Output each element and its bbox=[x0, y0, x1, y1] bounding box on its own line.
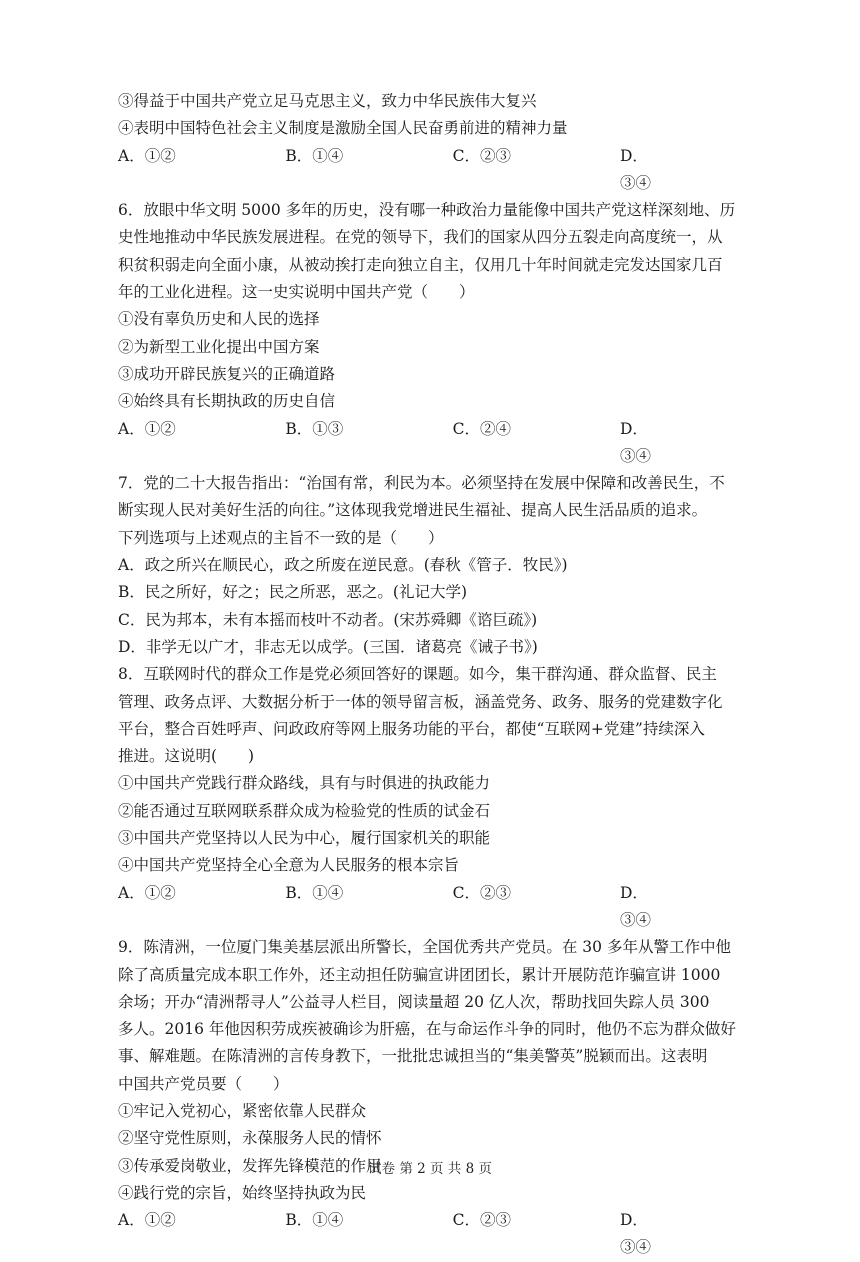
q5-statement-3: ③得益于中国共产党立足马克思主义，致力中华民族伟大复兴 bbox=[118, 92, 537, 110]
q9-choice-c: C．②③ bbox=[452, 1211, 512, 1230]
q6-stem-line: 积贫积弱走向全面小康，从被动挨打走向独立自主，仅用几十年时间就走完发达国家几百 bbox=[118, 255, 723, 274]
q9-statement-2: ②坚守党性原则，永葆服务人民的情怀 bbox=[118, 1129, 382, 1148]
q8-statement-4: ④中国共产党坚持全心全意为人民服务的根本宗旨 bbox=[118, 856, 460, 875]
q7-stem-line: 7．党的二十大报告指出：“治国有常，利民为本。必须坚持在发展中保障和改善民生，不 bbox=[118, 474, 725, 493]
exam-page-content bbox=[118, 88, 778, 1262]
q8-stem-line: 平台，整合百姓呼声、问政政府等网上服务功能的平台，都使“互联网+党建”持续深入 bbox=[118, 719, 705, 738]
q9-choice-d: D．③④ bbox=[619, 1211, 651, 1257]
q7-option-d: D．非学无以广才，非志无以成学。(三国．诸葛亮《诫子书》) bbox=[118, 637, 538, 656]
q6-choice-d: D．③④ bbox=[619, 419, 651, 465]
q6-choices bbox=[118, 416, 678, 471]
q9-choice-b: B．①④ bbox=[285, 1211, 344, 1230]
q6-choice-a: A．①② bbox=[118, 419, 176, 438]
question-9 bbox=[118, 934, 778, 1262]
q5-choice-b: B．①④ bbox=[285, 146, 344, 165]
q6-statement-3: ③成功开辟民族复兴的正确道路 bbox=[118, 364, 336, 383]
question-7 bbox=[118, 470, 778, 661]
q7-stem-line: 下列选项与上述观点的主旨不一致的是（ ） bbox=[118, 528, 444, 547]
q6-stem-line: 史性地推动中华民族发展进程。在党的领导下，我们的国家从四分五裂走向高度统一，从 bbox=[118, 228, 723, 247]
q9-choice-a: A．①② bbox=[118, 1211, 176, 1230]
q5-choice-c: C．②③ bbox=[452, 146, 512, 165]
q8-choice-d: D．③④ bbox=[619, 883, 651, 929]
q5-choice-a: A．①② bbox=[118, 146, 176, 165]
q9-stem-line: 中国共产党员要（ ） bbox=[118, 1074, 289, 1093]
question-5-tail bbox=[118, 88, 778, 197]
q9-stem-line: 事、解难题。在陈清洲的言传身教下，一批批忠诚担当的“集美警英”脱颖而出。这表明 bbox=[118, 1047, 708, 1066]
question-6 bbox=[118, 197, 778, 470]
q9-choices bbox=[118, 1207, 678, 1262]
q9-statement-4: ④践行党的宗旨，始终坚持执政为民 bbox=[118, 1183, 367, 1202]
q9-statement-1: ①牢记入党初心，紧密依靠人民群众 bbox=[118, 1101, 367, 1120]
q9-stem-line: 多人。2016 年他因积劳成疾被确诊为肝癌，在与命运作斗争的同时，他仍不忘为群众做好 bbox=[118, 1020, 736, 1039]
q6-choice-b: B．①③ bbox=[285, 419, 344, 438]
q8-choice-a: A．①② bbox=[118, 883, 176, 902]
q8-choices bbox=[118, 880, 678, 935]
q5-choices bbox=[118, 143, 678, 198]
q9-statement-3: ③传承爱岗敬业，发挥先锋模范的作用 bbox=[118, 1156, 382, 1175]
q9-stem-line: 余场；开办“清洲帮寻人”公益寻人栏目，阅读量超 20 亿人次，帮助找回失踪人员 300 bbox=[118, 992, 710, 1011]
q6-statement-4: ④始终具有长期执政的历史自信 bbox=[118, 392, 336, 411]
q6-choice-c: C．②④ bbox=[452, 419, 512, 438]
q6-stem-line: 年的工业化进程。这一史实说明中国共产党（ ） bbox=[118, 283, 475, 302]
q8-statement-1: ①中国共产党践行群众路线，具有与时俱进的执政能力 bbox=[118, 774, 491, 793]
q8-statement-2: ②能否通过互联网联系群众成为检验党的性质的试金石 bbox=[118, 801, 491, 820]
q8-stem-line: 推进。这说明( ) bbox=[118, 747, 255, 766]
page-footer: 试卷 第 2 页 共 8 页 bbox=[368, 1161, 492, 1177]
q8-statement-3: ③中国共产党坚持以人民为中心，履行国家机关的职能 bbox=[118, 829, 491, 848]
q6-statement-1: ①没有辜负历史和人民的选择 bbox=[118, 310, 320, 329]
q9-stem-line: 9．陈清洲，一位厦门集美基层派出所警长，全国优秀共产党员。在 30 多年从警工作中他 bbox=[118, 938, 731, 957]
q7-stem-line: 断实现人民对美好生活的向往。”这体现我党增进民生福祉、提高人民生活品质的追求。 bbox=[118, 501, 708, 520]
q8-choice-b: B．①④ bbox=[285, 883, 344, 902]
q8-choice-c: C．②③ bbox=[452, 883, 512, 902]
q5-statement-4: ④表明中国特色社会主义制度是激励全国人民奋勇前进的精神力量 bbox=[118, 119, 568, 138]
q8-stem-line: 8．互联网时代的群众工作是党必须回答好的课题。如今，集干群沟通、群众监督、民主 bbox=[118, 665, 717, 684]
q7-option-b: B．民之所好，好之；民之所恶，恶之。(礼记大学) bbox=[118, 583, 467, 602]
q7-option-c: C．民为邦本，未有本摇而枝叶不动者。(宋苏舜卿《谘巨疏》) bbox=[118, 610, 538, 629]
q8-stem-line: 管理、政务点评、大数据分析于一体的领导留言板，涵盖党务、政务、服务的党建数字化 bbox=[118, 692, 723, 711]
q9-stem-line: 除了高质量完成本职工作外，还主动担任防骗宣讲团团长，累计开展防范诈骗宣讲 1000 bbox=[118, 965, 721, 984]
q5-choice-d: D．③④ bbox=[619, 146, 651, 192]
q6-stem-line: 6．放眼中华文明 5000 多年的历史，没有哪一种政治力量能像中国共产党这样深刻地、历 bbox=[118, 201, 736, 220]
q6-statement-2: ②为新型工业化提出中国方案 bbox=[118, 337, 320, 356]
question-8 bbox=[118, 661, 778, 934]
q7-option-a: A．政之所兴在顺民心，政之所废在逆民意。(春秋《管子．牧民》) bbox=[118, 556, 568, 575]
